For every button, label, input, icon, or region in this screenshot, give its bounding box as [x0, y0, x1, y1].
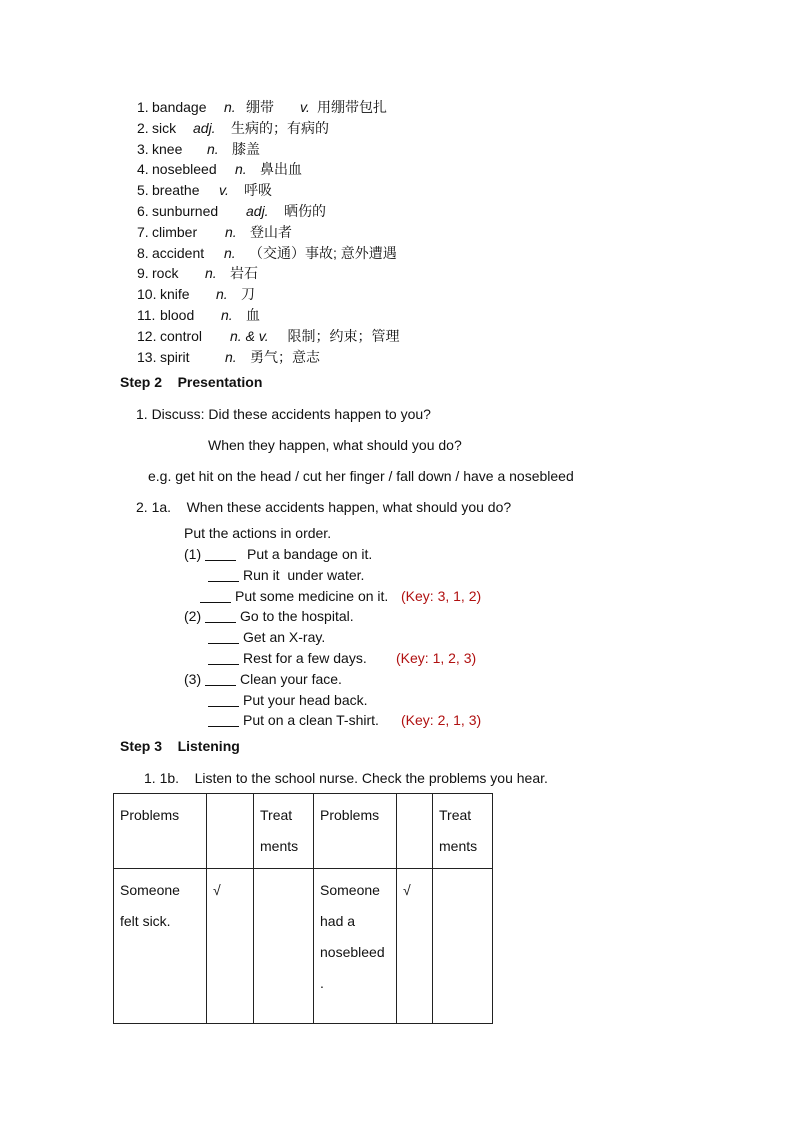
vocab-number: 2.: [137, 119, 149, 136]
header-cell: Treat ments: [433, 794, 493, 869]
vocab-word: spirit: [160, 348, 190, 365]
part-of-speech: n. & v.: [230, 327, 269, 344]
part-of-speech: n.: [216, 286, 228, 303]
cell: Someone felt sick.: [114, 869, 207, 1024]
vocab-word: nosebleed: [152, 161, 217, 178]
action-text: Get an X-ray.: [243, 629, 326, 646]
header-cell: Problems: [314, 794, 397, 869]
part-of-speech: n.: [224, 99, 236, 115]
part-of-speech: adj.: [193, 119, 216, 136]
vocab-word: blood: [160, 307, 195, 323]
action-text: Put your head back.: [243, 691, 368, 708]
instruction: Put the actions in order.: [184, 525, 332, 541]
action-text: Put a bandage on it.: [247, 546, 373, 562]
header-cell: Treat ments: [254, 794, 314, 869]
group-label: (1): [184, 546, 202, 562]
part-of-speech: n.: [225, 348, 237, 365]
action-text: Put some medicine on it.: [235, 587, 389, 604]
step3-heading: Step 3 Listening: [120, 738, 240, 754]
definition: 登山者: [250, 223, 292, 240]
answer-blank[interactable]: [208, 711, 239, 727]
definition: 勇气；意志: [250, 348, 320, 365]
cell: Someone had a nosebleed .: [314, 869, 397, 1024]
vocab-word: knife: [160, 286, 190, 303]
vocab-number: 11.: [137, 307, 156, 323]
answer-blank[interactable]: [205, 607, 236, 623]
vocab-number: 9.: [137, 265, 149, 282]
answer-blank[interactable]: [200, 587, 231, 603]
vocab-word: climber: [152, 223, 198, 240]
vocab-number: 10.: [137, 286, 157, 303]
vocab-word: rock: [152, 265, 179, 282]
definition: 限制；约束；管理: [287, 327, 400, 344]
answer-blank[interactable]: [205, 545, 236, 561]
header-cell: [207, 794, 254, 869]
part-of-speech: n.: [235, 161, 247, 178]
definition: 绷带: [246, 99, 274, 115]
answer-blank[interactable]: [208, 628, 239, 644]
vocab-word: sunburned: [152, 203, 219, 219]
definition: 膝盖: [232, 140, 260, 157]
part-of-speech: n.: [207, 140, 219, 157]
action-text: Clean your face.: [240, 670, 342, 687]
definition: 用绷带包扎: [317, 99, 387, 115]
vocab-word: breathe: [152, 182, 200, 199]
definition: 岩石: [230, 265, 258, 282]
vocab-number: 13.: [137, 348, 157, 365]
part-of-speech: v.: [219, 182, 229, 199]
cell: [254, 869, 314, 1024]
problems-table: [113, 793, 493, 1024]
vocab-word: knee: [152, 140, 183, 157]
question-1a: 2. 1a. When these accidents happen, what should you do?: [136, 499, 512, 515]
definition: 生病的；有病的: [231, 119, 329, 136]
header-cell: [397, 794, 433, 869]
part-of-speech: v.: [300, 99, 310, 115]
vocab-number: 12.: [137, 327, 157, 344]
answer-key: (Key: 2, 1, 3): [401, 712, 482, 729]
header-cell: Problems: [114, 794, 207, 869]
group-label: (2): [184, 608, 202, 625]
table-row: [114, 869, 493, 1024]
vocab-number: 1.: [137, 99, 149, 115]
action-text: Put on a clean T-shirt.: [243, 712, 379, 729]
answer-blank[interactable]: [208, 566, 239, 582]
table-header-row: [114, 794, 493, 869]
definition: 鼻出血: [260, 161, 302, 178]
action-text: Go to the hospital.: [240, 608, 354, 625]
definition: （交通）事故; 意外遭遇: [249, 244, 397, 261]
part-of-speech: n.: [205, 265, 217, 282]
vocab-number: 6.: [137, 203, 149, 219]
vocab-word: control: [160, 327, 203, 344]
vocab-number: 5.: [137, 182, 149, 199]
definition: 血: [246, 307, 260, 323]
example-text: e.g. get hit on the head / cut her finger / fall down / have a nosebleed: [148, 468, 574, 484]
part-of-speech: n.: [225, 223, 237, 240]
definition: 晒伤的: [284, 203, 326, 219]
group-label: (3): [184, 670, 202, 687]
vocab-number: 3.: [137, 140, 149, 157]
part-of-speech: n.: [221, 307, 233, 323]
vocab-number: 7.: [137, 223, 149, 240]
definition: 呼吸: [244, 182, 272, 199]
vocab-word: bandage: [152, 99, 207, 115]
discuss-question: 1. Discuss: Did these accidents happen to you?: [136, 406, 431, 422]
vocab-number: 8.: [137, 244, 149, 261]
answer-blank[interactable]: [208, 691, 239, 707]
vocab-word: accident: [152, 244, 205, 261]
answer-key: (Key: 3, 1, 2): [401, 587, 482, 604]
action-text: Rest for a few days.: [243, 650, 367, 666]
step2-heading: Step 2 Presentation: [120, 374, 263, 390]
definition: 刀: [241, 286, 255, 303]
answer-blank[interactable]: [208, 649, 239, 665]
action-text: Run it under water.: [243, 566, 365, 583]
cell: [433, 869, 493, 1024]
part-of-speech: n.: [224, 244, 236, 261]
part-of-speech: adj.: [246, 203, 269, 219]
question-1b: 1. 1b. Listen to the school nurse. Check the problems you hear.: [144, 770, 548, 786]
vocab-word: sick: [152, 119, 177, 136]
check-cell: √: [397, 869, 433, 1024]
vocab-number: 4.: [137, 161, 149, 178]
discuss-question-2: When they happen, what should you do?: [208, 437, 462, 453]
answer-blank[interactable]: [205, 670, 236, 686]
check-cell: √: [207, 869, 254, 1024]
answer-key: (Key: 1, 2, 3): [396, 650, 477, 666]
